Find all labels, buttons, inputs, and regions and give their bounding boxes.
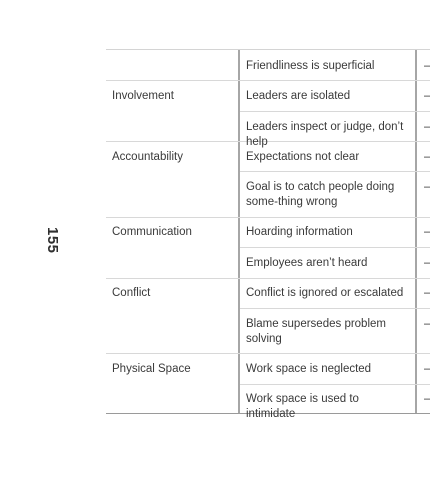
table-cell-description: Work space is neglected <box>246 363 372 375</box>
table-cell-marker: – <box>424 257 430 269</box>
table-cell-description: Employees aren’t heard <box>246 257 368 269</box>
table-cell-category: Accountability <box>112 151 183 163</box>
table-cell-description: Conflict is ignored or escalated <box>246 287 404 299</box>
row-divider <box>240 308 430 309</box>
culture-table <box>106 49 430 420</box>
table-cell-marker: – <box>424 287 430 299</box>
table-cell-description: Work space is used to intimidate <box>246 393 359 420</box>
page-number: 155 <box>44 227 61 254</box>
table-cell-description: Leaders are isolated <box>246 90 351 102</box>
table-cell-marker: – <box>424 181 430 193</box>
table-cell-category: Involvement <box>112 90 175 102</box>
table-cell-description: Goal is to catch people doing some-thing wrong <box>246 181 395 208</box>
table-cell-description: Expectations not clear <box>246 151 360 163</box>
table-cell-marker: – <box>424 121 430 133</box>
table-cell-category: Physical Space <box>112 363 191 375</box>
table-cell-marker: – <box>424 318 430 330</box>
table-cell-marker: – <box>424 60 430 72</box>
table-cell-marker: – <box>424 226 430 238</box>
table-cell-description: Hoarding information <box>246 226 353 238</box>
table-cell-marker: – <box>424 151 430 163</box>
row-divider <box>106 353 430 354</box>
row-divider <box>106 217 430 218</box>
table-cell-marker: – <box>424 393 430 405</box>
column-divider-left <box>238 50 240 413</box>
row-divider <box>240 384 430 385</box>
table-cell-category: Communication <box>112 226 192 238</box>
row-divider <box>106 80 430 81</box>
row-divider <box>240 171 430 172</box>
table-cell-description: Blame supersedes problem solving <box>246 318 386 345</box>
table-cell-marker: – <box>424 363 430 375</box>
column-divider-right <box>415 50 417 413</box>
table-cell-category: Conflict <box>112 287 151 299</box>
table-cell-marker: – <box>424 90 430 102</box>
table-cell-description: Leaders inspect or judge, don’t help <box>246 121 404 148</box>
row-divider <box>240 111 430 112</box>
row-divider <box>106 278 430 279</box>
table-cell-description: Friendliness is superficial <box>246 60 375 72</box>
row-divider <box>240 247 430 248</box>
